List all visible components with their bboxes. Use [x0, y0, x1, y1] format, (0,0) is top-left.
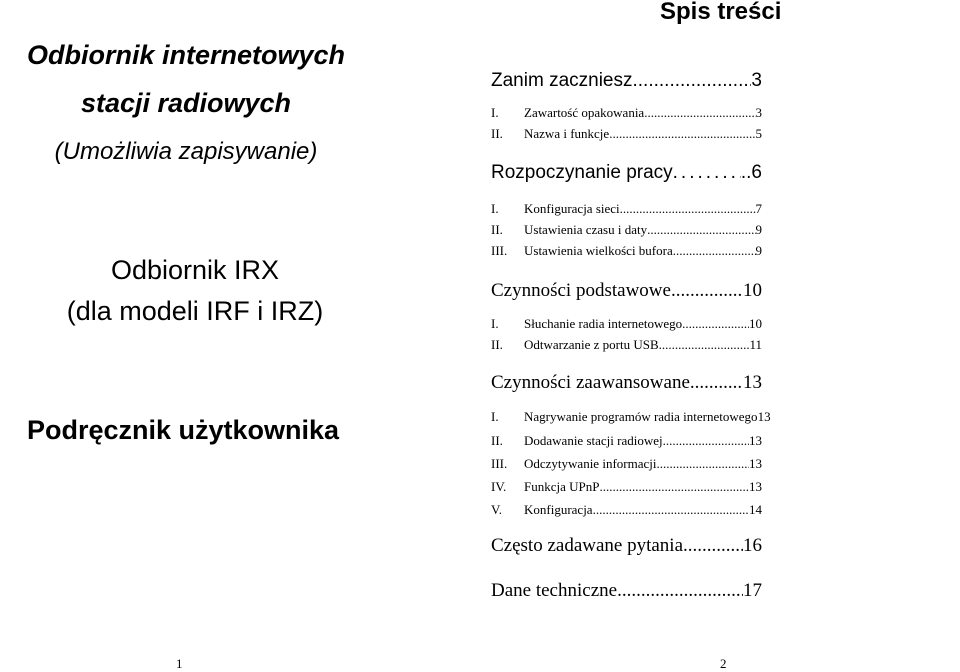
- toc-leader-dots: [644, 105, 755, 121]
- toc-subsection-entry[interactable]: [491, 433, 762, 449]
- toc-subsection-entry[interactable]: [491, 105, 762, 121]
- toc-subsection-entry[interactable]: [491, 502, 762, 518]
- toc-subsection-entry[interactable]: [491, 201, 762, 217]
- toc-leader-dots: [673, 243, 756, 259]
- document-subtitle: (Umożliwia zapisywanie): [54, 138, 318, 165]
- toc-leader-dots: [617, 580, 743, 602]
- toc-leader-dots: [690, 372, 743, 394]
- toc-section-entry[interactable]: [491, 280, 762, 304]
- toc-item-number: III.: [491, 456, 508, 471]
- toc-item-number: III.: [491, 243, 508, 258]
- toc-leader-dots: [656, 456, 749, 472]
- toc-leader-dots: [609, 126, 755, 142]
- toc-item-number: I.: [491, 409, 499, 424]
- toc-section-entry[interactable]: [491, 580, 762, 604]
- toc-item-number: II.: [491, 337, 503, 352]
- toc-page-number: 9: [755, 243, 762, 258]
- toc-item-title: Funkcja UPnP: [524, 479, 600, 494]
- toc-item-number: II.: [491, 433, 503, 448]
- toc-section-title: Rozpoczynanie pracy: [491, 162, 673, 183]
- toc-title: Spis treści: [660, 0, 782, 25]
- toc-page-number: 14: [749, 502, 762, 517]
- toc-section-title: Czynności zaawansowane: [491, 372, 690, 393]
- toc-item-title: Ustawienia czasu i daty: [524, 222, 648, 237]
- manual-title: Podręcznik użytkownika: [26, 415, 340, 445]
- toc-page-number: 3: [755, 105, 762, 120]
- toc-leader-dots: [663, 433, 749, 449]
- toc-page-number: 13: [749, 479, 762, 494]
- toc-subsection-entry[interactable]: [491, 222, 762, 238]
- toc-item-number: I.: [491, 316, 499, 331]
- toc-item-title: Nazwa i funkcje: [524, 126, 610, 141]
- toc-item-number: I.: [491, 105, 499, 120]
- toc-page-number: 7: [755, 201, 762, 216]
- toc-item-title: Dodawanie stacji radiowej: [524, 433, 663, 448]
- toc-section-title: Często zadawane pytania: [491, 535, 684, 556]
- toc-page-number: 17: [743, 580, 762, 601]
- toc-page-number: 9: [755, 222, 762, 237]
- toc-item-title: Konfiguracja: [524, 502, 593, 517]
- toc-subsection-entry[interactable]: [491, 409, 771, 425]
- toc-section-entry[interactable]: [491, 70, 762, 94]
- toc-item-title: Ustawienia wielkości bufora: [524, 243, 673, 258]
- page-number-left: 1: [176, 656, 183, 671]
- toc-leader-dots: [620, 201, 756, 217]
- toc-leader-dots: [682, 316, 749, 332]
- toc-page-number: 16: [743, 535, 762, 556]
- toc-subsection-entry[interactable]: [491, 456, 762, 472]
- document-title-line-2: stacji radiowych: [80, 88, 292, 118]
- toc-item-number: IV.: [491, 479, 507, 494]
- model-name-line-2: (dla modeli IRF i IRZ): [66, 296, 324, 326]
- document-title-line-1: Odbiornik internetowych: [26, 40, 346, 70]
- toc-leader-dots: [659, 337, 750, 353]
- toc-page-number: 10: [743, 280, 762, 301]
- model-name-line-1: Odbiornik IRX: [110, 255, 280, 285]
- toc-page-number: 13: [757, 409, 771, 424]
- toc-item-number: V.: [491, 502, 502, 517]
- toc-subsection-entry[interactable]: [491, 126, 762, 142]
- toc-leader-dots: [633, 70, 752, 92]
- toc-leader-dots: [673, 162, 741, 184]
- toc-section-title: Dane techniczne: [491, 580, 618, 601]
- toc-leader-dots: [647, 222, 755, 238]
- toc-section-title: Czynności podstawowe: [491, 280, 671, 301]
- toc-page-number: 11: [749, 337, 762, 352]
- toc-leader-dots: [593, 502, 749, 518]
- toc-leader-dots: [671, 280, 743, 302]
- toc-subsection-entry[interactable]: [491, 337, 762, 353]
- toc-page-number: 5: [755, 126, 762, 141]
- toc-subsection-entry[interactable]: [491, 316, 762, 332]
- toc-item-number: II.: [491, 126, 503, 141]
- toc-page-number: 13: [749, 456, 762, 471]
- toc-item-title: Zawartość opakowania: [524, 105, 645, 120]
- toc-item-number: II.: [491, 222, 503, 237]
- page-number-right: 2: [720, 656, 727, 671]
- toc-page-number: 10: [749, 316, 762, 331]
- toc-page-number: 13: [743, 372, 762, 393]
- toc-item-title: Nagrywanie programów radia internetowego: [524, 409, 758, 424]
- toc-section-entry[interactable]: [491, 162, 762, 186]
- toc-item-title: Konfiguracja sieci: [524, 201, 620, 216]
- toc-page-number: 13: [749, 433, 762, 448]
- toc-section-entry[interactable]: [491, 372, 762, 396]
- toc-item-title: Odczytywanie informacji: [524, 456, 657, 471]
- toc-leader-dots: [599, 479, 749, 495]
- toc-section-entry[interactable]: [491, 535, 762, 559]
- toc-item-title: Odtwarzanie z portu USB: [524, 337, 659, 352]
- toc-item-title: Słuchanie radia internetowego: [524, 316, 683, 331]
- toc-page-number: ..6: [740, 162, 762, 183]
- toc-subsection-entry[interactable]: [491, 243, 762, 259]
- toc-leader-dots: [683, 535, 743, 557]
- toc-subsection-entry[interactable]: [491, 479, 762, 495]
- toc-section-title: Zanim zaczniesz: [491, 70, 633, 91]
- toc-item-number: I.: [491, 201, 499, 216]
- toc-page-number: 3: [751, 70, 762, 91]
